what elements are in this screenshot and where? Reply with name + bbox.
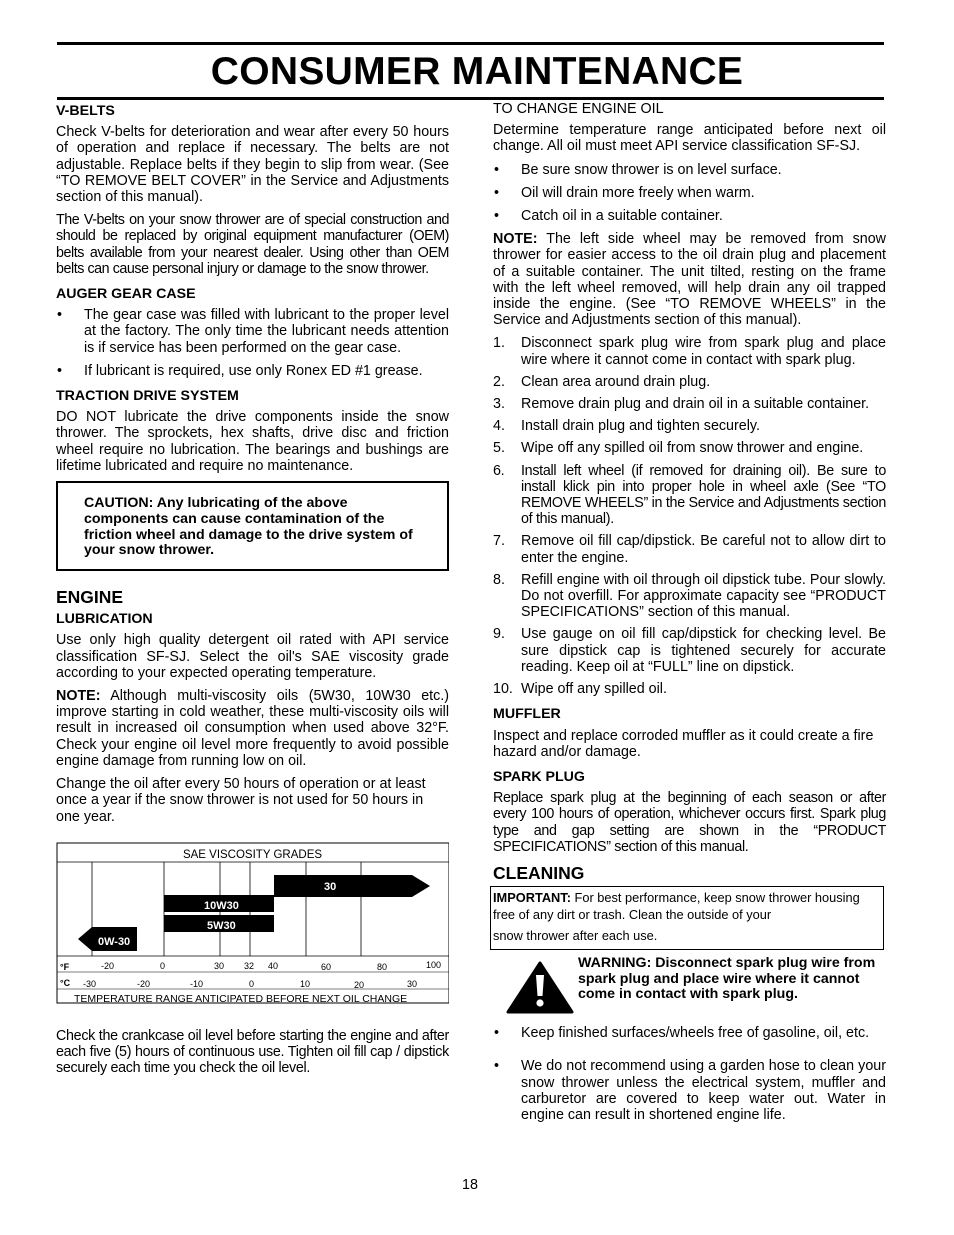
c-tick-label: 20	[354, 979, 365, 990]
step-number: 10.	[493, 681, 513, 698]
step-number: 8.	[493, 571, 505, 588]
note-label: NOTE:	[493, 231, 538, 248]
change-oil-steps	[493, 335, 886, 697]
step-number: 6.	[493, 462, 505, 479]
list-item: • The gear case was filled with lubricant to the proper level at the factory. The only time the lubricant needs attention is if service has been performed on the gear case.	[56, 307, 449, 356]
list-item	[493, 681, 886, 697]
lubrication-paragraph: Use only high quality detergent oil rated with API service classification SF-SJ. Select the oil's SAE viscosity grade according to your expected operating temperature.	[56, 632, 449, 681]
caution-text: CAUTION: Any lubricating of the above components can cause contamination of the friction wheel and damage to the drive system of your snow thrower.	[84, 495, 413, 559]
crankcase-check-paragraph: Check the crankcase oil level before starting the engine and after each five (5) hours of continuous use. Tighten oil fill cap / dipstick securely each time you check the oil level.	[56, 1027, 449, 1077]
list-item	[493, 463, 886, 528]
list-item	[493, 572, 886, 621]
celsius-unit-label: °C	[60, 977, 71, 988]
list-item	[493, 533, 886, 565]
engine-heading: ENGINE	[56, 587, 124, 608]
f-tick-label: 60	[321, 961, 332, 972]
important-text: For best performance, keep snow thrower housing free of any dirt or trash. Clean the outside of your	[493, 890, 860, 922]
chart-x-axis-label: TEMPERATURE RANGE ANTICIPATED BEFORE NEXT OIL CHANGE	[74, 992, 408, 1005]
step-text: Clean area around drain plug.	[521, 373, 711, 390]
c-tick-label: 30	[407, 978, 418, 989]
step-text: Refill engine with oil through oil dipstick tube. Pour slowly. Do not overfill. For approximate capacity see “PRODUCT SPECIFICATIONS” section of this manual.	[521, 571, 886, 621]
header-rule-top	[57, 42, 884, 45]
cleaning-heading: CLEANING	[493, 862, 585, 883]
c-tick-label: 0	[249, 978, 255, 989]
list-item	[493, 374, 886, 390]
spark-plug-paragraph: Replace spark plug at the beginning of each season or after every 100 hours of operation, whichever occurs first. Spark plug type and gap setting are shown in the “PRODUCT SPECIFICATIONS” section of this manual.	[493, 790, 886, 855]
list-item	[493, 440, 886, 456]
muffler-heading: MUFFLER	[493, 706, 561, 723]
warning-block	[493, 956, 886, 1018]
bar-label-30: 30	[324, 880, 337, 893]
important-box	[490, 886, 884, 950]
change-oil-bullet-list	[493, 162, 886, 225]
change-oil-paragraph: Determine temperature range anticipated before next oil change. All oil must meet API service classification SF-SJ.	[493, 122, 886, 155]
note-text: Although multi-viscosity oils (5W30, 10W30 etc.) improve starting in cold weather, these multi-viscosity oils will result in increased oil consumption when used above 32°F. Check your engine oil level more frequently to avoid possible engine damage from running low on oil.	[56, 688, 449, 769]
step-number: 2.	[493, 373, 505, 390]
bar-label-0w30: 0W-30	[98, 935, 131, 948]
step-text: Wipe off any spilled oil.	[521, 681, 667, 698]
list-item	[493, 626, 886, 675]
change-oil-heading: TO CHANGE ENGINE OIL	[493, 101, 664, 117]
page-number: 18	[462, 1177, 478, 1193]
step-number: 9.	[493, 626, 505, 643]
list-item: • Oil will drain more freely when warm.	[493, 185, 886, 201]
muffler-paragraph: Inspect and replace corroded muffler as it could create a fire hazard and/or damage.	[493, 727, 874, 760]
step-text: Disconnect spark plug wire from spark plug and place wire where it cannot come in contact with spark plug.	[521, 335, 886, 368]
c-tick-label: -10	[190, 978, 204, 989]
important-tail: snow thrower after each use.	[493, 928, 658, 944]
list-item	[493, 335, 886, 367]
step-number: 4.	[493, 418, 505, 435]
f-tick-label: 80	[377, 961, 388, 972]
change-oil-note	[493, 231, 886, 328]
list-item	[493, 396, 886, 412]
traction-paragraph: DO NOT lubricate the drive components inside the snow thrower. The sprockets, hex shafts, drive disc and friction wheel require no lubrication. The bearings and bushings are lifetime lubricated and require no maintenance.	[56, 409, 449, 474]
vbelts-paragraph-2: The V-belts on your snow thrower are of special construction and should be replaced by original equipment manufacturer (OEM) belts available from your nearest dealer. Using other than OEM belts can cause personal injury or damage to the snow thrower.	[56, 212, 449, 277]
f-tick-label: 40	[268, 960, 279, 971]
auger-bullet-list	[56, 307, 449, 379]
list-item	[493, 418, 886, 434]
chart-title: SAE VISCOSITY GRADES	[182, 848, 323, 861]
f-tick-label: 32	[244, 960, 255, 971]
spark-plug-heading: SPARK PLUG	[493, 768, 585, 785]
bar-label-5w30: 5W30	[207, 919, 236, 932]
vbelts-paragraph-1: Check V-belts for deterioration and wear after every 50 hours of operation and replace if necessary. The belts are not adjustable. Replace belts if they begin to slip from wear. (See “TO REMOVE BELT COVER” in the Service and Adjustments section of this manual).	[56, 124, 449, 206]
auger-heading: AUGER GEAR CASE	[56, 286, 196, 303]
f-tick-label: 100	[426, 959, 442, 970]
warning-text: WARNING: Disconnect spark plug wire from spark plug and place wire where it cannot come in contact with spark plug.	[578, 955, 876, 1003]
f-tick-label: 30	[214, 960, 225, 971]
vbelts-heading: V-BELTS	[56, 103, 115, 119]
lubrication-heading: LUBRICATION	[56, 611, 153, 628]
list-item: • If lubricant is required, use only Ronex ED #1 grease.	[56, 363, 449, 379]
bar-label-10w30: 10W30	[204, 899, 239, 912]
list-item: • Keep finished surfaces/wheels free of gasoline, oil, etc.	[493, 1025, 886, 1041]
important-label: IMPORTANT:	[493, 890, 571, 906]
header-rule-bottom	[57, 97, 884, 100]
step-text: Wipe off any spilled oil from snow thrower and engine.	[521, 440, 864, 457]
step-text: Install drain plug and tighten securely.	[521, 418, 760, 435]
traction-heading: TRACTION DRIVE SYSTEM	[56, 388, 239, 405]
page-title: CONSUMER MAINTENANCE	[210, 50, 744, 93]
list-item: • We do not recommend using a garden hose to clean your snow thrower unless the electrical system, muffler and carburetor are covered to keep water out. Water in engine can result in shortened engine life.	[493, 1058, 886, 1123]
note-text: The left side wheel may be removed from snow thrower for easier access to the oil drain plug and placement of a suitable container. The unit tilted, resting on the frame with the left wheel removed, will help drain any oil trapped inside the engine. (See “TO REMOVE WHEELS” in the Service and Adjustments section of this manual).	[493, 231, 886, 329]
bar-30	[274, 875, 430, 897]
f-tick-label: 0	[160, 960, 166, 971]
left-column	[56, 103, 449, 1083]
list-item: • Be sure snow thrower is on level surface.	[493, 162, 886, 178]
step-text: Remove drain plug and drain oil in a suitable container.	[521, 396, 870, 413]
step-number: 7.	[493, 533, 505, 550]
step-number: 5.	[493, 440, 505, 457]
fahrenheit-unit-label: °F	[60, 961, 70, 972]
right-column	[493, 101, 886, 1130]
c-tick-label: 10	[300, 978, 311, 989]
step-text: Use gauge on oil fill cap/dipstick for checking level. Be sure dipstick cap is tightened securely for accurate reading. Keep oil at “FULL” line on dipstick.	[521, 626, 886, 675]
viscosity-chart	[56, 841, 449, 1006]
lubrication-note	[56, 688, 449, 769]
step-text: Remove oil fill cap/dipstick. Be careful not to allow dirt to enter the engine.	[521, 533, 886, 566]
cleaning-bullet-list	[493, 1025, 886, 1123]
note-label: NOTE:	[56, 688, 101, 705]
c-tick-label: -30	[83, 978, 97, 989]
list-item: • Catch oil in a suitable container.	[493, 208, 886, 224]
caution-box	[56, 481, 449, 571]
f-tick-label: -20	[101, 960, 115, 971]
oil-change-interval-paragraph: Change the oil after every 50 hours of operation or at least once a year if the snow thrower is not used for 50 hours in one year.	[56, 776, 426, 825]
step-number: 1.	[493, 335, 505, 352]
step-text: Install left wheel (if removed for draining oil). Be sure to install klick pin into proper hole in wheel axle (See “TO REMOVE WHEELS” in the Service and Adjustments section of this manual).	[521, 462, 886, 528]
c-tick-label: -20	[137, 978, 151, 989]
step-number: 3.	[493, 396, 505, 413]
warning-triangle-icon	[505, 960, 575, 1015]
